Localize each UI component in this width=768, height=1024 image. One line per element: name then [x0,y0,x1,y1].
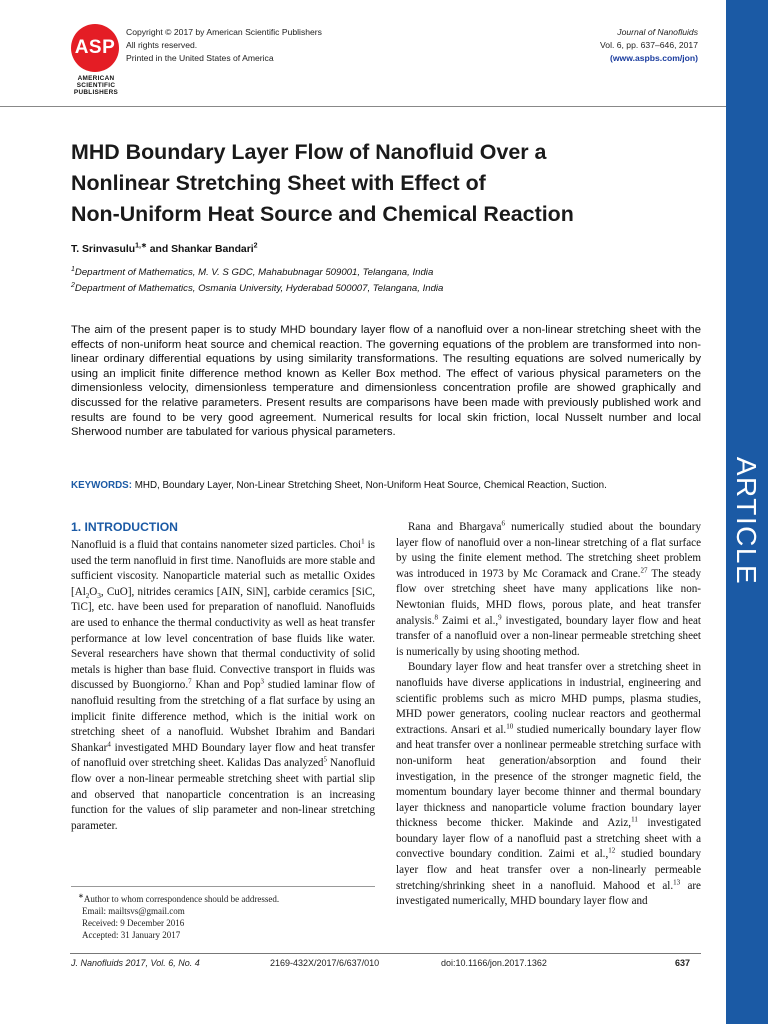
email-line: Email: mailtsvs@gmail.com [82,906,185,916]
subscript: 2 [85,592,90,600]
body-paragraph [71,538,375,834]
text-run: Zaimi et al., [438,614,499,627]
text-run: Rana and Bhargava [408,521,502,533]
text-run: Boundary layer flow and heat transfer over a stretching sheet in nanofluids have diverse applications in industrial, engineering and scientific problems such as micro MHD pumps, plasma studies, MHD power generators, cooling nuclear reactors and geothermal extractions. Ansari et al. [396,661,701,736]
affiliation-1-num: 1 [71,265,75,273]
citation-ref: 9 [498,612,502,621]
affiliation-2 [71,283,443,294]
citation-ref: 27 [640,566,648,575]
copyright-line: Copyright © 2017 by American Scientific Publishers [126,27,322,37]
author-conjunction: and [146,244,172,255]
author-1-affil: 1, [135,242,141,250]
text-run: investigated boundary layer flow of a nanofluid past a stretching sheet with a convective boundary condition. Zaimi et al., [396,817,701,861]
body-paragraph [396,660,701,910]
footnote [78,893,279,941]
accepted-date: Accepted: 31 January 2017 [82,930,181,940]
citation-ref: 3 [260,677,265,686]
page-number: 637 [675,958,691,968]
citation-ref: 1 [361,537,365,546]
journal-volume: Vol. 6, pp. 637–646, 2017 [600,40,698,50]
rights-line: All rights reserved. [126,40,198,50]
text-run: O [89,585,98,598]
citation-ref: 10 [506,722,514,731]
author-2-affil: 2 [253,242,258,250]
text-run: Nanofluid flow over a non-linear permeable stretching sheet with partial slip and observed that nanoparticle concentration is an increasing function for the values of slip parameter and non-linear stretching parameter. [71,757,375,832]
text-run: Nanofluid is a fluid that contains nanometer sized particles. Choi [71,539,362,551]
text-run: are investigated numerically, MHD boundary layer flow and [396,879,701,908]
citation-ref: 11 [631,815,638,824]
citation-ref: 4 [107,740,111,749]
header-divider [0,106,726,107]
article-sidebar [726,0,768,1024]
text-run: studied boundary layer flow and heat transfer over a non-linearly permeable stretching/shrinking sheet in a nanofluid. Mahood et al. [396,848,701,892]
text-run: , CuO], nitrides ceramics [AIN, SiN], carbide ceramics [SiC, TiC], etc. have been used for preparation of nanofluid. Nanofluids are used to enhance the thermal conductivity as well as heat transfer performance at low level concentration of base fluids like water. Several researchers have shown that thermal conductivity of solid metals is higher than base fluid. Convective transport in fluids was discussed by Buongiorno. [71,585,375,692]
citation-ref: 12 [608,846,616,855]
publisher-logo [70,24,122,98]
correspondence-text: Author to whom correspondence should be addressed. [83,894,280,904]
title-line-3: Non-Uniform Heat Source and Chemical Reaction [71,202,574,226]
text-run: studied laminar flow of nanofluid resulting from the stretching of a flat surface by using an implicit finite difference method, which is the initial work on stretching sheet of a nanofluid. Wubshet Ibrahim and Bandari Shankar [71,679,375,754]
affiliation-2-text: Department of Mathematics, Osmania University, Hyderabad 500007, Telangana, India [74,283,444,294]
article-label: ARTICLE [731,456,762,586]
author-1: T. Srinvasulu [71,244,136,255]
text-run: studied numerically boundary layer flow and heat transfer over a nonlinear permeable stretching surface with non-uniform heat generation/absorption and found their investigation, in the presence of the stronger magnetic field, the momentum boundary layer become thinner and thermal boundary layer thickness and nanoparticle volume fraction boundary layer thickness become thicker. Makinde and Aziz, [396,723,702,830]
logo-word-2: SCIENTIFIC [76,82,116,89]
body-column-left [71,538,375,834]
subscript: 3 [97,592,101,600]
citation-ref: 7 [188,677,192,686]
text-run: Khan and Pop [191,679,261,692]
correspondence-note: ∗Author to whom correspondence should be addressed. [78,892,280,904]
keywords-label: KEYWORDS: [71,480,132,491]
corresponding-marker: ∗ [140,242,147,250]
body-column-right [396,520,701,910]
author-list [71,244,258,255]
affiliation-1-text: Department of Mathematics, M. V. S GDC, Mahabubnagar 509001, Telangana, India [74,267,434,278]
citation-ref: 6 [501,519,505,528]
title-line-2: Nonlinear Stretching Sheet with Effect of [71,171,486,195]
logo-word-1: AMERICAN [77,75,115,82]
asp-logo-mark: ASP [71,24,119,72]
journal-name: Journal of Nanofluids [617,27,698,37]
received-date: Received: 9 December 2016 [82,918,185,928]
keywords-text: MHD, Boundary Layer, Non-Linear Stretching Sheet, Non-Uniform Heat Source, Chemical Reaction, Suction. [134,480,607,491]
journal-url-link[interactable]: (www.aspbs.com/jon) [609,53,698,63]
body-paragraph [396,520,701,660]
logo-word-3: PUBLISHERS [73,89,119,96]
section-heading: 1. INTRODUCTION [71,520,178,534]
footer-citation: J. Nanofluids 2017, Vol. 6, No. 4 [71,958,200,968]
keywords [71,480,711,491]
citation-ref: 13 [673,877,681,886]
footer-issn: 2169-432X/2017/6/637/010 [270,958,380,968]
citation-ref: 8 [434,612,439,621]
paper-title [71,137,711,230]
text-run: is used the term nanofluid in first time. Nanofluids are more stable and sufficient viscosity. Nanoparticle material such as metallic Oxides [Al [71,539,375,598]
journal-info [600,26,698,65]
copyright-block [126,26,322,65]
text-run: investigated, boundary layer flow and heat transfer of a nanofluid over a non-linear permeable stretching sheet is numerically by using shooting method. [396,614,702,658]
footer-divider [70,953,701,954]
title-line-1: MHD Boundary Layer Flow of Nanofluid Over a [71,140,547,164]
text-run: investigated MHD Boundary layer flow and heat transfer of nanofluid over stretching sheet. Kalidas Das analyzed [71,741,375,770]
affiliation-1 [71,267,433,278]
citation-ref: 5 [323,755,327,764]
text-run: The steady flow over stretching sheet have many applications like non-Newtonian fluids, MHD flows, porous plate, and heat transfer analysis. [396,567,702,627]
printed-line: Printed in the United States of America [126,53,274,63]
footer-doi: doi:10.1166/jon.2017.1362 [441,958,547,968]
author-2: Shankar Bandari [171,244,254,255]
abstract: The aim of the present paper is to study MHD boundary layer flow of a nanofluid over a non-linear stretching sheet with the effects of non-uniform heat source and chemical reaction. The governing equations of the problem are transformed into non-linear ordinary differential equations by using similarity transformations. The resulting equations are solved numerically by using an implicit finite difference method known as Keller Box method. The effect of various physical parameters on the dimensionless velocity, dimensionless temperature and dimensionless concentration profile are showed graphically and discussed for the relative parameters. Present results are comparisons have been made with previously published work and results are found to be very good agreement. Numerical results for local skin friction, local Nusselt number and local Sherwood number are tabulated for various physical parameters. [71,324,701,439]
text-run: numerically studied about the boundary layer flow of nanofluid over a non-linear stretching of a flat surface by using the finite element method. The stretching sheet problem was introduced in 1973 by Mc Coramack and Crane. [396,521,701,580]
footnote-divider [71,886,375,887]
affiliation-2-num: 2 [71,281,75,289]
